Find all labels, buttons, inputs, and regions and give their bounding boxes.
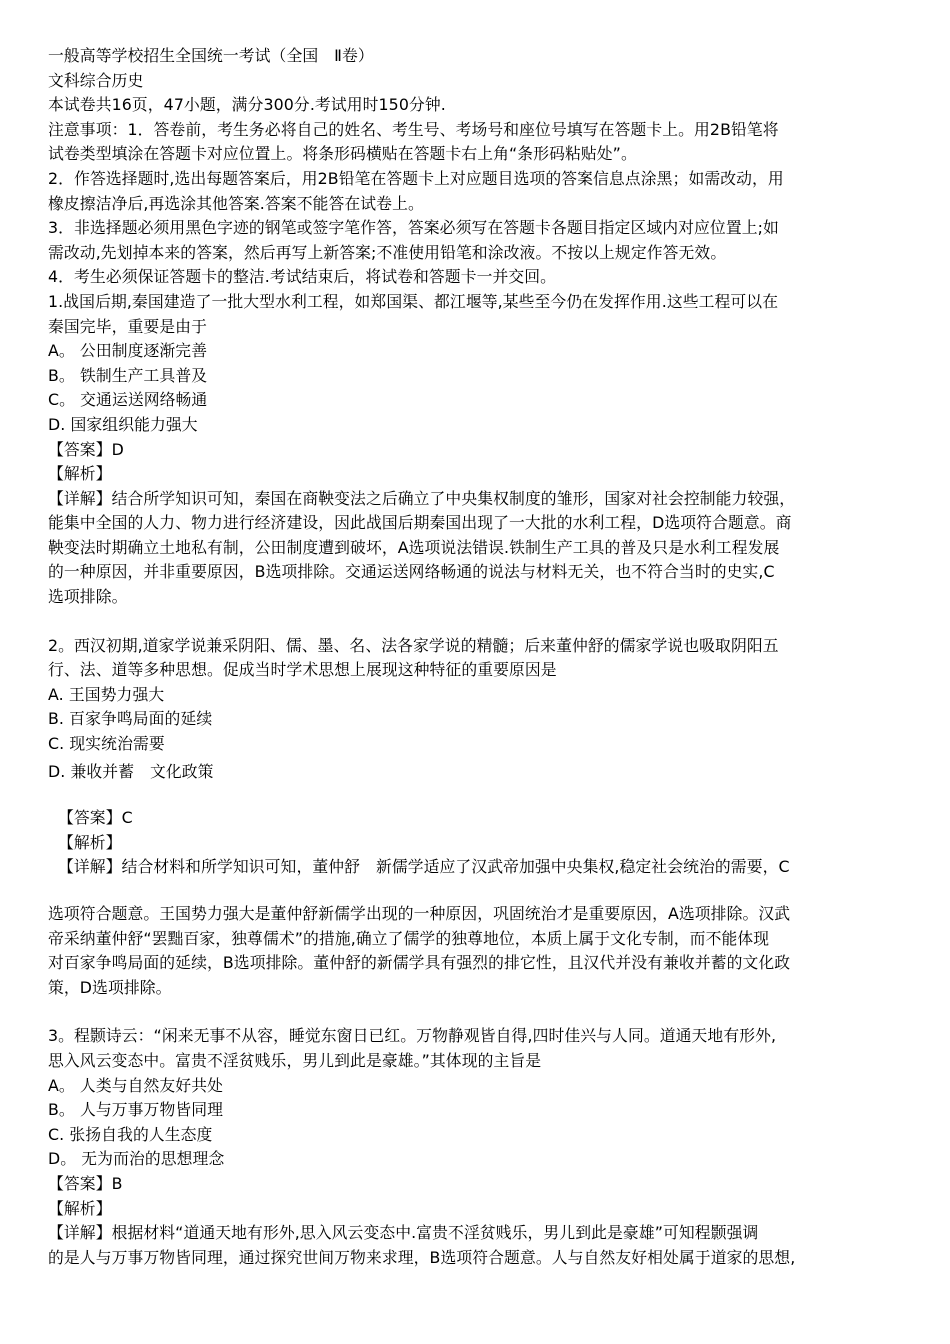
question-stem: 2。西汉初期,道家学说兼采阴阳、儒、墨、名、法各家学说的精髓；后来董仲舒的儒家学说也吸取阴阳五 bbox=[48, 635, 779, 655]
question-2 bbox=[48, 634, 950, 1001]
detail-line: 【详解】结合材料和所学知识可知，董仲舒 新儒学适应了汉武帝加强中央集权,稳定社会统治的需要，C bbox=[58, 857, 790, 877]
note-line: 橡皮擦洁净后,再选涂其他答案.答案不能答在试卷上。 bbox=[48, 193, 424, 213]
note-line: 3．非选择题必须用黑色字迹的钢笔或签字笔作答，答案必须写在答题卡各题目指定区域内对应位置上;如 bbox=[48, 218, 779, 238]
exam-info: 本试卷共16页，47小题，满分300分.考试用时150分钟. bbox=[48, 95, 446, 115]
question-1 bbox=[48, 290, 950, 610]
note-line: 2．作答选择题时,选出每题答案后，用2B铅笔在答题卡上对应题目选项的答案信息点涂黑；如需改动，用 bbox=[48, 168, 784, 188]
question-stem: 秦国完毕，重要是由于 bbox=[48, 316, 207, 336]
notes-section bbox=[48, 118, 950, 290]
option-a: A. 王国势力强大 bbox=[48, 684, 165, 704]
detail-line: 鞅变法时期确立土地私有制，公田制度遭到破坏，A选项说法错误.铁制生产工具的普及只是水利工程发展 bbox=[48, 537, 780, 557]
detail-line: 策，D选项排除。 bbox=[48, 977, 172, 997]
note-line: 注意事项：1．答卷前，考生务必将自己的姓名、考生号、考场号和座位号填写在答题卡上。用2B铅笔将 bbox=[48, 119, 779, 139]
option-b: B。 铁制生产工具普及 bbox=[48, 365, 208, 385]
analysis-label: 【解析】 bbox=[58, 832, 122, 852]
detail-line: 帝采纳董仲舒“罢黜百家，独尊儒术”的措施,确立了儒学的独尊地位，本质上属于文化专制，而不能体现 bbox=[48, 928, 770, 948]
question-stem: 行、法、道等多种思想。促成当时学术思想上展现这种特征的重要原因是 bbox=[48, 660, 557, 680]
option-a: A。 人类与自然友好共处 bbox=[48, 1075, 223, 1095]
detail-line: 的是人与万事万物皆同理，通过探究世间万物来求理，B选项符合题意。人与自然友好相处属于道家的思想, bbox=[48, 1247, 796, 1267]
option-a: A。 公田制度逐渐完善 bbox=[48, 341, 208, 361]
question-stem: 1.战国后期,秦国建造了一批大型水利工程，如郑国渠、都江堰等,某些至今仍在发挥作用.这些工程可以在 bbox=[48, 291, 779, 311]
question-3 bbox=[48, 1024, 950, 1270]
question-stem: 思入风云变态中。富贵不淫贫贱乐，男儿到此是豪雄。”其体现的主旨是 bbox=[48, 1050, 542, 1070]
answer: 【答案】B bbox=[48, 1173, 123, 1193]
option-c: C. 张扬自我的人生态度 bbox=[48, 1124, 213, 1144]
exam-title: 一般高等学校招生全国统一考试（全国 Ⅱ卷） bbox=[48, 46, 374, 65]
option-b: B. 百家争鸣局面的延续 bbox=[48, 709, 213, 729]
analysis-label: 【解析】 bbox=[48, 464, 112, 484]
exam-subject: 文科综合历史 bbox=[48, 70, 144, 90]
detail-line: 的一种原因，并非重要原因，B选项排除。交通运送网络畅通的说法与材料无关，也不符合当时的史实,C bbox=[48, 562, 775, 582]
answer: 【答案】D bbox=[48, 439, 124, 459]
note-line: 试卷类型填涂在答题卡对应位置上。将条形码横贴在答题卡右上角“条形码粘贴处”。 bbox=[48, 144, 637, 164]
option-b: B。 人与万事万物皆同理 bbox=[48, 1100, 224, 1120]
answer: 【答案】C bbox=[58, 808, 133, 828]
option-d: D. 国家组织能力强大 bbox=[48, 414, 198, 434]
question-stem: 3。程颢诗云：“闲来无事不从容，睡觉东窗日已红。万物静观皆自得,四时佳兴与人同。道通天地有形外, bbox=[48, 1026, 777, 1046]
detail-line: 【详解】根据材料“道通天地有形外,思入风云变态中.富贵不淫贫贱乐，男儿到此是豪雄”可知程颢强调 bbox=[48, 1223, 759, 1243]
option-c: C. 现实统治需要 bbox=[48, 734, 165, 754]
option-c: C。 交通运送网络畅通 bbox=[48, 390, 208, 410]
detail-line: 能集中全国的人力、物力进行经济建设，因此战国后期秦国出现了一大批的水利工程，D选项符合题意。商 bbox=[48, 513, 792, 533]
note-line: 需改动,先划掉本来的答案，然后再写上新答案;不准使用铅笔和涂改液。不按以上规定作答无效。 bbox=[48, 242, 727, 262]
detail-line: 选项符合题意。王国势力强大是董仲舒新儒学出现的一种原因，巩固统治才是重要原因，A选项排除。汉武 bbox=[48, 904, 791, 923]
detail-line: 【详解】结合所学知识可知，秦国在商鞅变法之后确立了中央集权制度的雏形，国家对社会控制能力较强， bbox=[48, 488, 796, 508]
detail-line: 选项排除。 bbox=[48, 587, 128, 607]
detail-line: 对百家争鸣局面的延续，B选项排除。董仲舒的新儒学具有强烈的排它性，且汉代并没有兼收并蓄的文化政 bbox=[48, 953, 791, 973]
option-d: D。 无为而治的思想理念 bbox=[48, 1149, 225, 1169]
analysis-label: 【解析】 bbox=[48, 1198, 112, 1218]
option-d: D. 兼收并蓄 文化政策 bbox=[48, 761, 214, 781]
note-line: 4．考生必须保证答题卡的整洁.考试结束后，将试卷和答题卡一并交回。 bbox=[48, 267, 557, 287]
